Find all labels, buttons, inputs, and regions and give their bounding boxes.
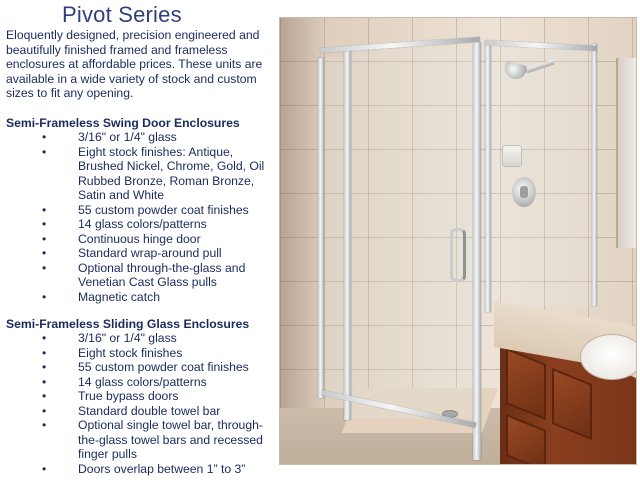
page-title: Pivot Series [62,2,182,27]
list-item: • Magnetic catch [0,290,280,305]
list-item: • 14 glass colors/patterns [0,217,280,232]
list-item: • 55 custom powder coat finishes [0,203,280,218]
frame-right-corner [485,44,491,312]
frame-door-right [473,42,481,460]
door-pull [450,228,466,282]
section-heading-swing: Semi-Frameless Swing Door Enclosures [6,116,240,130]
list-item: • Standard double towel bar [0,404,280,419]
intro-paragraph: Eloquently designed, precision engineered and beautifully finished framed and frameless enclosures at affordable prices. These units are available in a wide variety of stock and custom sizes to fit any opening. [6,28,263,101]
list-item: • Optional through-the-glass and Venetian Cast Glass pulls [0,261,280,290]
section-heading-sliding: Semi-Frameless Sliding Glass Enclosures [6,317,250,331]
list-item: • 3/16" or 1/4" glass [0,130,280,145]
list-item: • Optional single towel bar, through-the-glass towel bars and recessed finger pulls [0,418,280,462]
list-item: • Eight stock finishes [0,346,280,361]
list-item: • 14 glass colors/patterns [0,375,280,390]
sliding-features-list [0,331,280,476]
list-item: • 3/16" or 1/4" glass [0,331,280,346]
sink [580,334,637,380]
frame-left-post [318,58,324,398]
shower-enclosure-photo [279,17,637,465]
swing-features-list [0,130,280,304]
list-item: • True bypass doors [0,389,280,404]
mirror [616,58,637,248]
glass-panel-right [486,48,596,306]
frame-door-left [344,48,351,420]
list-item: • Doors overlap between 1” to 3” [0,462,280,477]
frame-right-wall [592,44,597,306]
list-item: • 55 custom powder coat finishes [0,360,280,375]
list-item: • Eight stock finishes: Antique, Brushed Nickel, Chrome, Gold, Oil Rubbed Bronze, Roman Bronze, Satin and White [0,145,280,203]
list-item: • Continuous hinge door [0,232,280,247]
list-item: • Standard wrap-around pull [0,246,280,261]
